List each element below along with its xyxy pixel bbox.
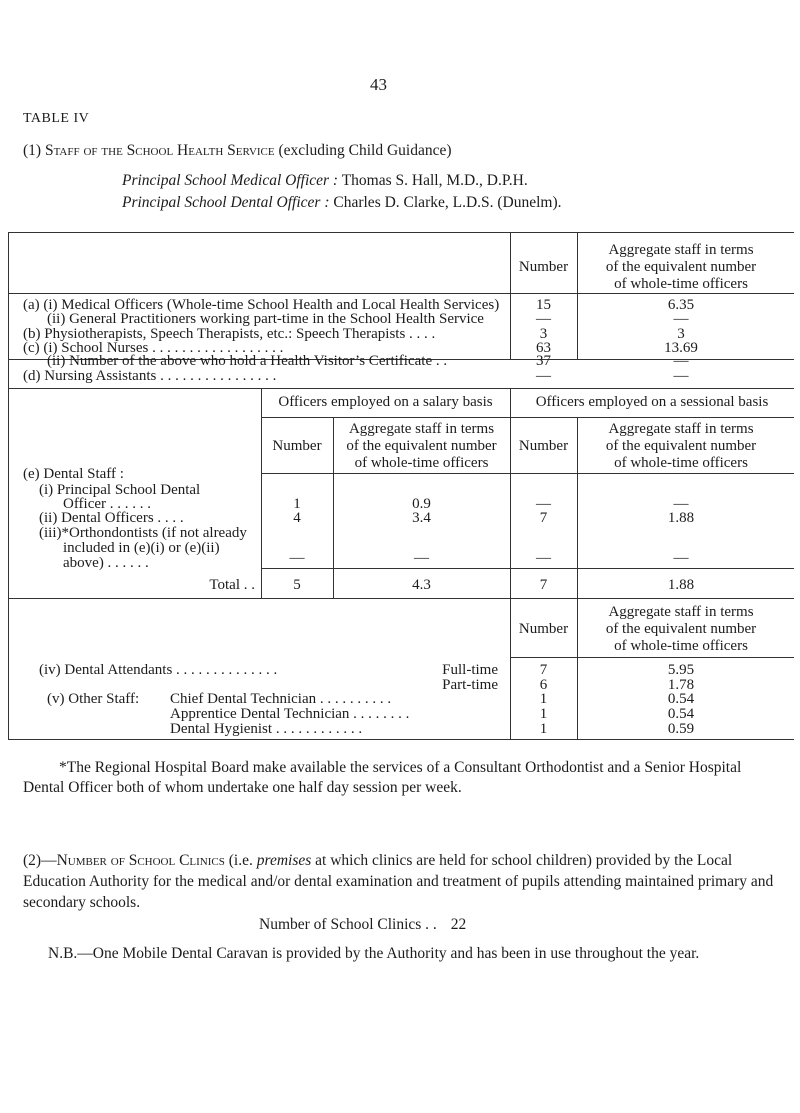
section2-text-post: at which clinics are held for school children) provided by the Local Education Authority for the medical and/or dental examination and treatment of pupils attending maintained primary and secondary schools. xyxy=(23,852,774,911)
t2-sessional-aggregate: — xyxy=(673,496,689,512)
t3-number: 1 xyxy=(539,706,548,722)
t2-sessional-number: — xyxy=(536,550,551,566)
t2-total-sessional-aggregate: 1.88 xyxy=(667,577,695,593)
t2-sessional-number: 7 xyxy=(539,510,548,526)
section2-heading: Number of School Clinics xyxy=(56,852,225,869)
t2-col-aggregate-sessional-3: of whole-time officers xyxy=(614,455,748,471)
t1-row-aggregate: — xyxy=(673,368,689,384)
section2-text-pre: (i.e. xyxy=(228,852,253,869)
t2-total-sessional-number: 7 xyxy=(539,577,548,593)
t1-row-label: (d) Nursing Assistants . . . . . . . . . . . . . . . . xyxy=(23,368,277,384)
t2-total-label: Total . . xyxy=(209,577,255,593)
principal-medical-label: Principal School Medical Officer : xyxy=(122,172,339,189)
t2-col-number-sessional: Number xyxy=(518,438,569,454)
t3-full-time: Full-time xyxy=(442,662,498,678)
clinics-label: Number of School Clinics . . xyxy=(259,916,437,933)
t1-row-aggregate: — xyxy=(673,353,689,369)
principal-dental-name: Charles D. Clarke, L.D.S. (Dunelm). xyxy=(333,194,562,211)
page-number: 43 xyxy=(370,75,387,94)
principal-dental-officer xyxy=(122,194,562,211)
nb-note: N.B.—One Mobile Dental Caravan is provided by the Authority and has been in use throughout the year. xyxy=(48,945,700,962)
t3-col-aggregate-3: of whole-time officers xyxy=(614,638,748,654)
t3-dental-attendants: (iv) Dental Attendants . . . . . . . . . . . . . . xyxy=(39,662,278,678)
footnote: *The Regional Hospital Board make available the services of a Consultant Orthodontist and a Senior Hospital Dental Officer both of whom undertake one half day session per week. xyxy=(23,759,742,796)
t2-total-salary-number: 5 xyxy=(293,577,301,593)
t2-salary-number: 1 xyxy=(293,496,301,512)
t2-header-sessional: Officers employed on a sessional basis xyxy=(535,394,769,410)
t1-col-number: Number xyxy=(518,259,569,275)
table2-header-rule xyxy=(261,473,794,474)
section2-paragraph xyxy=(23,850,783,913)
t2-row-label-cont: Officer . . . . . . xyxy=(63,496,152,512)
clinics-value: 22 xyxy=(450,916,467,933)
t1-row-label: (ii) Number of the above who hold a Health Visitor’s Certificate . . xyxy=(47,353,448,369)
table-title: TABLE IV xyxy=(23,111,90,126)
table1-header-rule xyxy=(8,293,794,294)
table3-bottom-rule xyxy=(8,739,794,740)
t1-col-aggregate-3: of whole-time officers xyxy=(614,276,748,292)
t2-salary-aggregate: 0.9 xyxy=(412,496,431,512)
t3-apprentice-tech: Apprentice Dental Technician . . . . . . . . xyxy=(170,706,410,722)
section1-heading-sc: Staff of the School Health Service xyxy=(44,142,275,159)
table2-bottom-rule xyxy=(8,598,794,599)
table2-group-rule xyxy=(261,417,794,418)
t2-col-number-salary: Number xyxy=(272,438,322,454)
section2-num: (2)— xyxy=(23,852,57,869)
principal-medical-officer xyxy=(122,172,528,189)
t2-col-aggregate-sessional-2: of the equivalent number xyxy=(605,438,757,454)
principal-medical-name: Thomas S. Hall, M.D., D.P.H. xyxy=(341,172,528,189)
t3-col-aggregate-2: of the equivalent number xyxy=(605,621,757,637)
section1-heading-rest: (excluding Child Guidance) xyxy=(278,142,452,159)
t3-aggregate: 0.54 xyxy=(667,691,695,707)
t1-row-number: 37 xyxy=(536,353,551,369)
t2-salary-aggregate: 3.4 xyxy=(412,510,431,526)
table2-total-rule xyxy=(261,568,794,569)
t3-number: 1 xyxy=(539,691,548,707)
t3-col-aggregate-1: Aggregate staff in terms xyxy=(608,604,754,620)
t2-col-aggregate-salary-1: Aggregate staff in terms xyxy=(348,421,495,437)
t3-chief-tech: Chief Dental Technician . . . . . . . . . . xyxy=(170,691,392,707)
t2-row-label-cont: included in (e)(i) or (e)(ii) xyxy=(63,540,220,556)
section1-heading xyxy=(23,142,452,159)
t3-aggregate: 0.59 xyxy=(667,721,695,737)
t2-salary-number: 4 xyxy=(293,510,301,526)
t3-part-time: Part-time xyxy=(442,677,498,693)
t3-aggregate: 0.54 xyxy=(667,706,695,722)
t2-row-label-cont: above) . . . . . . xyxy=(63,555,149,571)
t1-row-aggregate: 3 xyxy=(677,326,685,342)
table2-top-rule xyxy=(8,388,794,389)
t1-row-number: 63 xyxy=(536,340,551,356)
t3-aggregate: 1.78 xyxy=(667,677,695,693)
t3-number: 7 xyxy=(539,662,548,678)
t2-col-aggregate-salary-2: of the equivalent number xyxy=(346,438,497,454)
t3-number: 6 xyxy=(539,677,548,693)
t2-col-aggregate-salary-3: of whole-time officers xyxy=(354,455,489,471)
t3-aggregate: 5.95 xyxy=(667,662,695,678)
t1-row-label: (b) Physiotherapists, Speech Therapists, etc.: Speech Therapists . . . . xyxy=(23,326,436,342)
t1-row-label: (a) (i) Medical Officers (Whole-time School Health and Local Health Services) xyxy=(23,297,500,313)
t3-other-staff: (v) Other Staff: xyxy=(47,691,140,707)
t3-hygienist: Dental Hygienist . . . . . . . . . . . . xyxy=(170,721,363,737)
table-top-rule xyxy=(8,232,794,233)
clinics-count-line xyxy=(259,916,466,933)
t2-salary-number: — xyxy=(289,550,305,566)
t2-sessional-aggregate: 1.88 xyxy=(667,510,695,526)
t3-number: 1 xyxy=(539,721,548,737)
t2-row-label: (iii)*Orthondontists (if not already xyxy=(39,525,247,541)
t2-total-salary-aggregate: 4.3 xyxy=(412,577,431,593)
t2-dental-staff-label: (e) Dental Staff : xyxy=(23,466,124,482)
t1-row-number: — xyxy=(536,368,551,384)
t3-col-number: Number xyxy=(518,621,569,637)
t2-col-aggregate-sessional-1: Aggregate staff in terms xyxy=(608,421,754,437)
t1-row-aggregate: — xyxy=(673,311,689,327)
t1-row-label: (c) (i) School Nurses . . . . . . . . . . . . . . . . . . xyxy=(23,340,284,356)
t1-row-aggregate: 13.69 xyxy=(664,340,698,356)
table-left-rule xyxy=(8,232,9,739)
t1-row-label: (ii) General Practitioners working part-time in the School Health Service xyxy=(47,311,484,327)
t1-row-aggregate: 6.35 xyxy=(667,297,695,313)
t1-row-number: 15 xyxy=(536,297,551,313)
t1-col-aggregate-1: Aggregate staff in terms xyxy=(608,242,754,258)
t2-sessional-number: — xyxy=(536,496,551,512)
t2-header-salary: Officers employed on a salary basis xyxy=(278,394,493,410)
principal-dental-label: Principal School Dental Officer : xyxy=(122,194,330,211)
section2-text-italic: premises xyxy=(256,852,312,869)
t1-row-number: 3 xyxy=(539,326,548,342)
t1-col-aggregate-2: of the equivalent number xyxy=(605,259,757,275)
table3-header-rule xyxy=(510,657,794,658)
t2-row-label: (ii) Dental Officers . . . . xyxy=(39,510,184,526)
t2-salary-aggregate: — xyxy=(414,550,429,566)
t2-sessional-aggregate: — xyxy=(673,550,689,566)
t1-row-number: — xyxy=(536,311,551,327)
section1-num: (1) xyxy=(23,142,42,159)
t2-row-label: (i) Principal School Dental xyxy=(39,482,201,498)
